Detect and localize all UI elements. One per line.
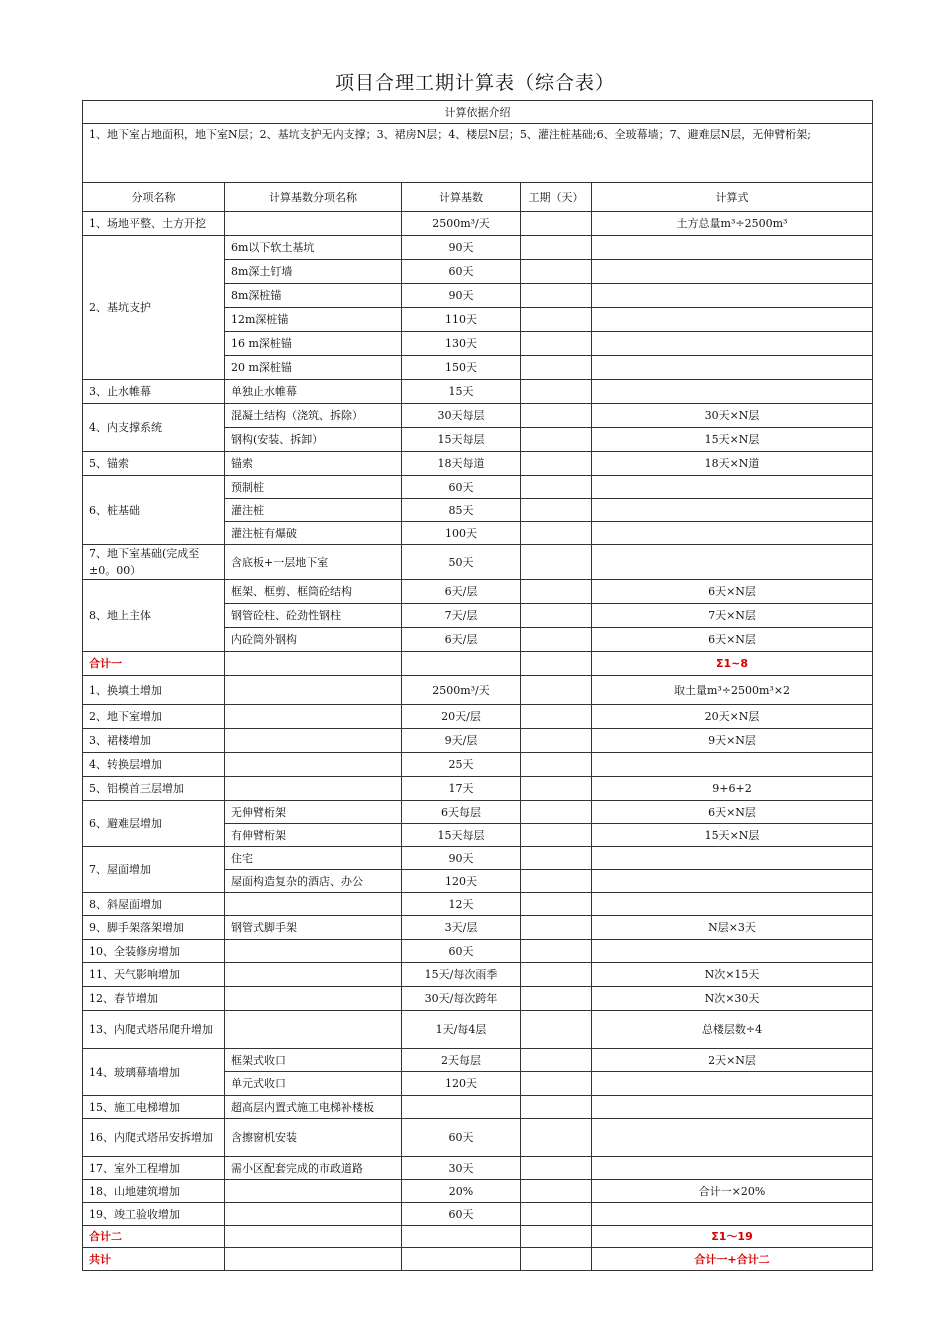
days-cell bbox=[521, 545, 592, 580]
days-cell bbox=[521, 676, 592, 705]
base-value: 120天 bbox=[402, 870, 521, 893]
formula bbox=[592, 870, 873, 893]
days-cell bbox=[521, 499, 592, 522]
schedule-table bbox=[82, 100, 873, 1271]
sub-item bbox=[225, 753, 402, 777]
base-value: 60天 bbox=[402, 1119, 521, 1157]
formula bbox=[592, 1157, 873, 1180]
item-name: 12、春节增加 bbox=[83, 987, 225, 1011]
formula: 20天×N层 bbox=[592, 705, 873, 729]
formula: 30天×N层 bbox=[592, 404, 873, 428]
table-row bbox=[83, 916, 873, 940]
days-cell bbox=[521, 705, 592, 729]
days-cell bbox=[521, 963, 592, 987]
base-value: 50天 bbox=[402, 545, 521, 580]
base-value: 3天/层 bbox=[402, 916, 521, 940]
base-value: 2500m³/天 bbox=[402, 676, 521, 705]
item-name: 7、屋面增加 bbox=[83, 847, 225, 893]
col-header: 工期（天） bbox=[521, 183, 592, 212]
sub-item bbox=[225, 705, 402, 729]
item-name: 11、天气影响增加 bbox=[83, 963, 225, 987]
base-value: 6天每层 bbox=[402, 801, 521, 824]
base-value bbox=[402, 1096, 521, 1119]
days-cell bbox=[521, 604, 592, 628]
empty-cell bbox=[402, 1226, 521, 1248]
base-value: 17天 bbox=[402, 777, 521, 801]
base-value: 1天/每4层 bbox=[402, 1011, 521, 1049]
base-value: 90天 bbox=[402, 236, 521, 260]
days-cell bbox=[521, 987, 592, 1011]
item-name: 6、桩基础 bbox=[83, 476, 225, 545]
table-row bbox=[83, 893, 873, 916]
base-value: 15天 bbox=[402, 380, 521, 404]
item-name: 2、基坑支护 bbox=[83, 236, 225, 380]
item-name: 8、斜屋面增加 bbox=[83, 893, 225, 916]
sub-item: 12m深桩锚 bbox=[225, 308, 402, 332]
item-name: 2、地下室增加 bbox=[83, 705, 225, 729]
days-cell bbox=[521, 1096, 592, 1119]
formula bbox=[592, 356, 873, 380]
base-value: 25天 bbox=[402, 753, 521, 777]
table-row bbox=[83, 1096, 873, 1119]
base-value: 30天每层 bbox=[402, 404, 521, 428]
table-row bbox=[83, 580, 873, 604]
formula bbox=[592, 499, 873, 522]
table-row bbox=[83, 753, 873, 777]
sub-item: 8m深桩锚 bbox=[225, 284, 402, 308]
sub-item bbox=[225, 676, 402, 705]
sub-item bbox=[225, 212, 402, 236]
sub-item bbox=[225, 1011, 402, 1049]
table-row bbox=[83, 987, 873, 1011]
days-cell bbox=[521, 1072, 592, 1096]
days-cell bbox=[521, 428, 592, 452]
table-row bbox=[83, 1119, 873, 1157]
days-cell bbox=[521, 777, 592, 801]
base-value: 12天 bbox=[402, 893, 521, 916]
days-cell bbox=[521, 212, 592, 236]
base-value: 60天 bbox=[402, 260, 521, 284]
sub-item: 含擦窗机安装 bbox=[225, 1119, 402, 1157]
formula: 9+6+2 bbox=[592, 777, 873, 801]
subtotal-formula: Σ1～19 bbox=[592, 1226, 873, 1248]
formula: 取土量m³÷2500m³×2 bbox=[592, 676, 873, 705]
formula bbox=[592, 308, 873, 332]
days-cell bbox=[521, 1049, 592, 1072]
item-name: 5、铝模首三层增加 bbox=[83, 777, 225, 801]
formula bbox=[592, 522, 873, 545]
formula: N层×3天 bbox=[592, 916, 873, 940]
formula bbox=[592, 476, 873, 499]
table-row bbox=[83, 404, 873, 428]
sub-item bbox=[225, 729, 402, 753]
formula: 6天×N层 bbox=[592, 580, 873, 604]
days-cell bbox=[521, 1203, 592, 1226]
base-value: 20% bbox=[402, 1180, 521, 1203]
sub-item: 灌注桩有爆破 bbox=[225, 522, 402, 545]
days-cell bbox=[521, 940, 592, 963]
table-row bbox=[83, 1203, 873, 1226]
sub-item: 6m以下软土基坑 bbox=[225, 236, 402, 260]
days-cell bbox=[521, 753, 592, 777]
item-name: 13、内爬式塔吊爬升增加 bbox=[83, 1011, 225, 1049]
empty-cell bbox=[225, 652, 402, 676]
formula bbox=[592, 545, 873, 580]
basis-text: 1、地下室占地面积，地下室N层；2、基坑支护无内支撑；3、裙房N层；4、楼层N层；5、灌注桩基础;6、全玻幕墙；7、避难层N层，无伸臂桁架; bbox=[83, 124, 873, 183]
item-name: 5、锚索 bbox=[83, 452, 225, 476]
base-value: 7天/层 bbox=[402, 604, 521, 628]
sub-item: 单元式收口 bbox=[225, 1072, 402, 1096]
base-value: 120天 bbox=[402, 1072, 521, 1096]
subtotal-formula: Σ1~8 bbox=[592, 652, 873, 676]
days-cell bbox=[521, 916, 592, 940]
formula bbox=[592, 1203, 873, 1226]
item-name: 6、避难层增加 bbox=[83, 801, 225, 847]
formula bbox=[592, 380, 873, 404]
table-row bbox=[83, 1157, 873, 1180]
formula: N次×30天 bbox=[592, 987, 873, 1011]
days-cell bbox=[521, 236, 592, 260]
base-value: 110天 bbox=[402, 308, 521, 332]
sub-item bbox=[225, 893, 402, 916]
days-cell bbox=[521, 404, 592, 428]
base-value: 2500m³/天 bbox=[402, 212, 521, 236]
days-cell bbox=[521, 1119, 592, 1157]
grand-total-formula: 合计一+合计二 bbox=[592, 1248, 873, 1271]
basis-header: 计算依据介绍 bbox=[83, 101, 873, 124]
table-row bbox=[83, 676, 873, 705]
base-value: 18天每道 bbox=[402, 452, 521, 476]
days-cell bbox=[521, 1157, 592, 1180]
table-row bbox=[83, 1011, 873, 1049]
empty-cell bbox=[521, 1248, 592, 1271]
table-row bbox=[83, 1180, 873, 1203]
base-value: 30天/每次跨年 bbox=[402, 987, 521, 1011]
item-name: 17、室外工程增加 bbox=[83, 1157, 225, 1180]
formula bbox=[592, 260, 873, 284]
formula bbox=[592, 1119, 873, 1157]
days-cell bbox=[521, 580, 592, 604]
subtotal-row bbox=[83, 652, 873, 676]
empty-cell bbox=[225, 1248, 402, 1271]
days-cell bbox=[521, 870, 592, 893]
item-name: 3、裙楼增加 bbox=[83, 729, 225, 753]
item-name: 18、山地建筑增加 bbox=[83, 1180, 225, 1203]
days-cell bbox=[521, 476, 592, 499]
formula: 2天×N层 bbox=[592, 1049, 873, 1072]
item-name: 10、全装修房增加 bbox=[83, 940, 225, 963]
col-header: 计算基数 bbox=[402, 183, 521, 212]
base-value: 15天/每次雨季 bbox=[402, 963, 521, 987]
table-row bbox=[83, 476, 873, 499]
formula: 18天×N道 bbox=[592, 452, 873, 476]
base-value: 60天 bbox=[402, 1203, 521, 1226]
item-name: 1、换填土增加 bbox=[83, 676, 225, 705]
base-value: 90天 bbox=[402, 284, 521, 308]
formula: 总楼层数÷4 bbox=[592, 1011, 873, 1049]
formula bbox=[592, 332, 873, 356]
sub-item: 钢管砼柱、砼劲性钢柱 bbox=[225, 604, 402, 628]
days-cell bbox=[521, 628, 592, 652]
item-name: 8、地上主体 bbox=[83, 580, 225, 652]
base-value: 90天 bbox=[402, 847, 521, 870]
item-name: 3、止水帷幕 bbox=[83, 380, 225, 404]
table-row bbox=[83, 380, 873, 404]
sub-item bbox=[225, 1203, 402, 1226]
grand-total-label: 共计 bbox=[83, 1248, 225, 1271]
table-row bbox=[83, 801, 873, 824]
item-name: 14、玻璃幕墙增加 bbox=[83, 1049, 225, 1096]
empty-cell bbox=[521, 1226, 592, 1248]
sub-item: 需小区配套完成的市政道路 bbox=[225, 1157, 402, 1180]
sub-item: 内砼筒外钢构 bbox=[225, 628, 402, 652]
subtotal-label: 合计二 bbox=[83, 1226, 225, 1248]
sub-item: 预制桩 bbox=[225, 476, 402, 499]
table-row bbox=[83, 777, 873, 801]
days-cell bbox=[521, 801, 592, 824]
col-header: 分项名称 bbox=[83, 183, 225, 212]
item-name: 7、地下室基础(完成至±0。00） bbox=[83, 545, 225, 580]
formula bbox=[592, 236, 873, 260]
empty-cell bbox=[402, 1248, 521, 1271]
sub-item: 无伸臂桁架 bbox=[225, 801, 402, 824]
formula: N次×15天 bbox=[592, 963, 873, 987]
days-cell bbox=[521, 729, 592, 753]
sub-item: 超高层内置式施工电梯补楼板 bbox=[225, 1096, 402, 1119]
days-cell bbox=[521, 893, 592, 916]
base-value: 130天 bbox=[402, 332, 521, 356]
item-name: 1、场地平整、土方开挖 bbox=[83, 212, 225, 236]
days-cell bbox=[521, 1180, 592, 1203]
table-row bbox=[83, 212, 873, 236]
formula bbox=[592, 753, 873, 777]
formula: 7天×N层 bbox=[592, 604, 873, 628]
formula: 合计一×20% bbox=[592, 1180, 873, 1203]
base-value: 60天 bbox=[402, 940, 521, 963]
sub-item bbox=[225, 940, 402, 963]
sub-item: 钢管式脚手架 bbox=[225, 916, 402, 940]
formula: 15天×N层 bbox=[592, 824, 873, 847]
base-value: 15天每层 bbox=[402, 824, 521, 847]
formula bbox=[592, 1096, 873, 1119]
sub-item: 有伸臂桁架 bbox=[225, 824, 402, 847]
sub-item: 8m深土钉墙 bbox=[225, 260, 402, 284]
base-value: 60天 bbox=[402, 476, 521, 499]
sub-item: 框架、框剪、框筒砼结构 bbox=[225, 580, 402, 604]
sub-item bbox=[225, 987, 402, 1011]
column-header-row bbox=[83, 183, 873, 212]
item-name: 19、竣工验收增加 bbox=[83, 1203, 225, 1226]
item-name: 16、内爬式塔吊安拆增加 bbox=[83, 1119, 225, 1157]
basis-header-row bbox=[83, 101, 873, 124]
sub-item bbox=[225, 1180, 402, 1203]
subtotal-row bbox=[83, 1226, 873, 1248]
sub-item: 框架式收口 bbox=[225, 1049, 402, 1072]
formula bbox=[592, 893, 873, 916]
sub-item: 灌注桩 bbox=[225, 499, 402, 522]
days-cell bbox=[521, 522, 592, 545]
days-cell bbox=[521, 824, 592, 847]
sub-item: 屋面构造复杂的酒店、办公 bbox=[225, 870, 402, 893]
table-row bbox=[83, 236, 873, 260]
table-row bbox=[83, 1049, 873, 1072]
sub-item: 20 m深桩锚 bbox=[225, 356, 402, 380]
days-cell bbox=[521, 284, 592, 308]
table-row bbox=[83, 963, 873, 987]
item-name: 4、内支撑系统 bbox=[83, 404, 225, 452]
days-cell bbox=[521, 847, 592, 870]
formula: 15天×N层 bbox=[592, 428, 873, 452]
basis-row bbox=[83, 124, 873, 183]
formula bbox=[592, 940, 873, 963]
page-title: 项目合理工期计算表（综合表） bbox=[334, 72, 615, 94]
empty-cell bbox=[521, 652, 592, 676]
table-row bbox=[83, 705, 873, 729]
days-cell bbox=[521, 332, 592, 356]
formula: 土方总量m³÷2500m³ bbox=[592, 212, 873, 236]
item-name: 4、转换层增加 bbox=[83, 753, 225, 777]
days-cell bbox=[521, 380, 592, 404]
sub-item: 锚索 bbox=[225, 452, 402, 476]
base-value: 150天 bbox=[402, 356, 521, 380]
table-row bbox=[83, 452, 873, 476]
grand-total-row bbox=[83, 1248, 873, 1271]
item-name: 9、脚手架落架增加 bbox=[83, 916, 225, 940]
sub-item: 混凝土结构（浇筑、拆除） bbox=[225, 404, 402, 428]
formula bbox=[592, 1072, 873, 1096]
empty-cell bbox=[402, 652, 521, 676]
col-header: 计算式 bbox=[592, 183, 873, 212]
base-value: 6天/层 bbox=[402, 628, 521, 652]
col-header: 计算基数分项名称 bbox=[225, 183, 402, 212]
sub-item: 钢构(安装、拆卸） bbox=[225, 428, 402, 452]
table-row bbox=[83, 847, 873, 870]
days-cell bbox=[521, 1011, 592, 1049]
sub-item: 住宅 bbox=[225, 847, 402, 870]
base-value: 6天/层 bbox=[402, 580, 521, 604]
days-cell bbox=[521, 356, 592, 380]
sub-item: 单独止水帷幕 bbox=[225, 380, 402, 404]
days-cell bbox=[521, 452, 592, 476]
formula: 6天×N层 bbox=[592, 628, 873, 652]
base-value: 15天每层 bbox=[402, 428, 521, 452]
base-value: 30天 bbox=[402, 1157, 521, 1180]
formula: 9天×N层 bbox=[592, 729, 873, 753]
table-row bbox=[83, 940, 873, 963]
base-value: 85天 bbox=[402, 499, 521, 522]
sub-item bbox=[225, 777, 402, 801]
base-value: 9天/层 bbox=[402, 729, 521, 753]
sub-item: 16 m深桩锚 bbox=[225, 332, 402, 356]
table-row bbox=[83, 729, 873, 753]
days-cell bbox=[521, 260, 592, 284]
days-cell bbox=[521, 308, 592, 332]
formula: 6天×N层 bbox=[592, 801, 873, 824]
formula bbox=[592, 847, 873, 870]
base-value: 20天/层 bbox=[402, 705, 521, 729]
sub-item: 含底板+一层地下室 bbox=[225, 545, 402, 580]
sub-item bbox=[225, 963, 402, 987]
empty-cell bbox=[225, 1226, 402, 1248]
base-value: 100天 bbox=[402, 522, 521, 545]
item-name: 15、施工电梯增加 bbox=[83, 1096, 225, 1119]
subtotal-label: 合计一 bbox=[83, 652, 225, 676]
formula bbox=[592, 284, 873, 308]
table-row bbox=[83, 545, 873, 580]
base-value: 2天每层 bbox=[402, 1049, 521, 1072]
